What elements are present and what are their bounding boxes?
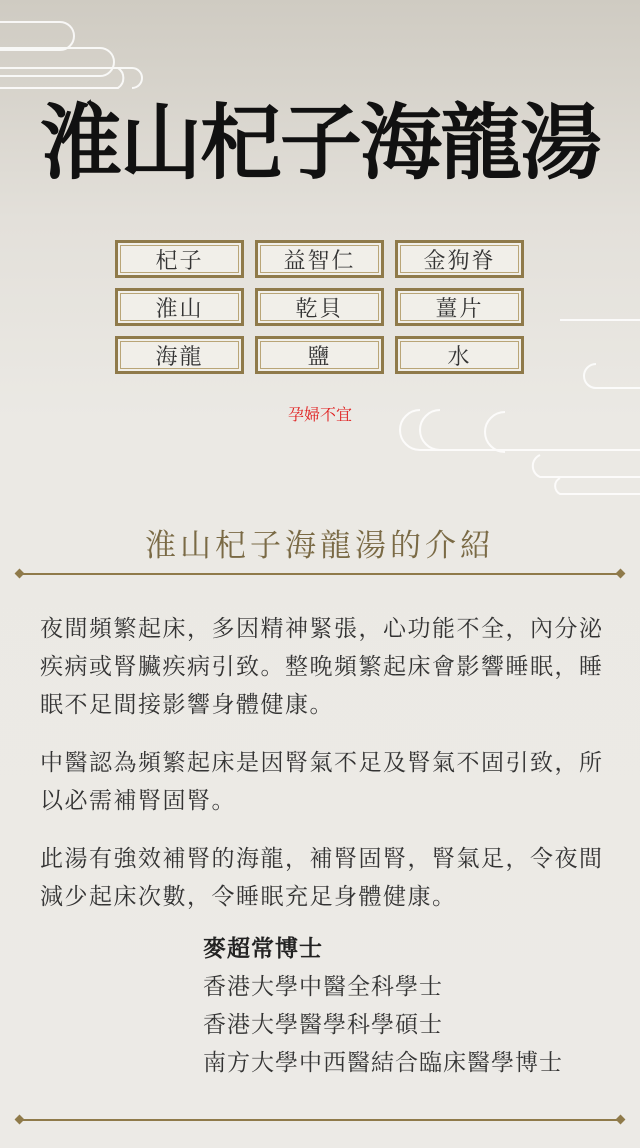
ingredient-item bbox=[395, 240, 524, 278]
section-heading: 淮山杞子海龍湯的介紹 bbox=[145, 528, 495, 564]
author-block bbox=[203, 930, 563, 1082]
ingredient-label: 鹽 bbox=[307, 344, 332, 370]
ingredient-item bbox=[395, 336, 524, 374]
ingredient-label: 金狗脊 bbox=[423, 248, 496, 274]
ingredient-label: 海龍 bbox=[155, 344, 204, 370]
page-title: 淮山杞子海龍湯 bbox=[39, 95, 600, 191]
diamond-icon bbox=[616, 1115, 626, 1125]
ingredient-label: 淮山 bbox=[155, 296, 204, 322]
ingredient-item bbox=[255, 288, 384, 326]
ingredient-item bbox=[115, 240, 244, 278]
ingredient-grid bbox=[115, 240, 525, 374]
ingredient-label: 乾貝 bbox=[295, 296, 344, 322]
author-name: 麥超常博士 bbox=[203, 936, 323, 962]
author-credential: 南方大學中西醫結合臨床醫學博士 bbox=[203, 1050, 563, 1076]
ingredient-label: 益智仁 bbox=[283, 248, 356, 274]
diamond-icon bbox=[15, 1115, 25, 1125]
author-credential: 香港大學中醫全科學士 bbox=[203, 974, 443, 1000]
intro-paragraph: 此湯有強效補腎的海龍，補腎固腎，腎氣足，令夜間減少起床次數，令睡眠充足身體健康。 bbox=[40, 846, 604, 910]
intro-paragraph: 夜間頻繁起床，多因精神緊張，心功能不全，內分泌疾病或腎臟疾病引致。整晚頻繁起床會影響睡眠，睡眠不足間接影響身體健康。 bbox=[40, 616, 604, 718]
divider-bottom bbox=[16, 1115, 624, 1125]
ingredient-label: 水 bbox=[447, 344, 472, 370]
warning-note: 孕婦不宜 bbox=[287, 405, 352, 424]
ingredient-item bbox=[395, 288, 524, 326]
ingredient-item bbox=[255, 240, 384, 278]
ingredient-item bbox=[115, 288, 244, 326]
diamond-icon bbox=[15, 569, 25, 579]
divider-top bbox=[16, 569, 624, 579]
intro-paragraph: 中醫認為頻繁起床是因腎氣不足及腎氣不固引致，所以必需補腎固腎。 bbox=[40, 750, 604, 814]
author-credential: 香港大學醫學科學碩士 bbox=[203, 1012, 443, 1038]
diamond-icon bbox=[616, 569, 626, 579]
ingredient-label: 杞子 bbox=[155, 248, 204, 274]
intro-text bbox=[40, 610, 605, 936]
ingredient-label: 薑片 bbox=[435, 296, 484, 322]
ingredient-item bbox=[255, 336, 384, 374]
ingredient-item bbox=[115, 336, 244, 374]
